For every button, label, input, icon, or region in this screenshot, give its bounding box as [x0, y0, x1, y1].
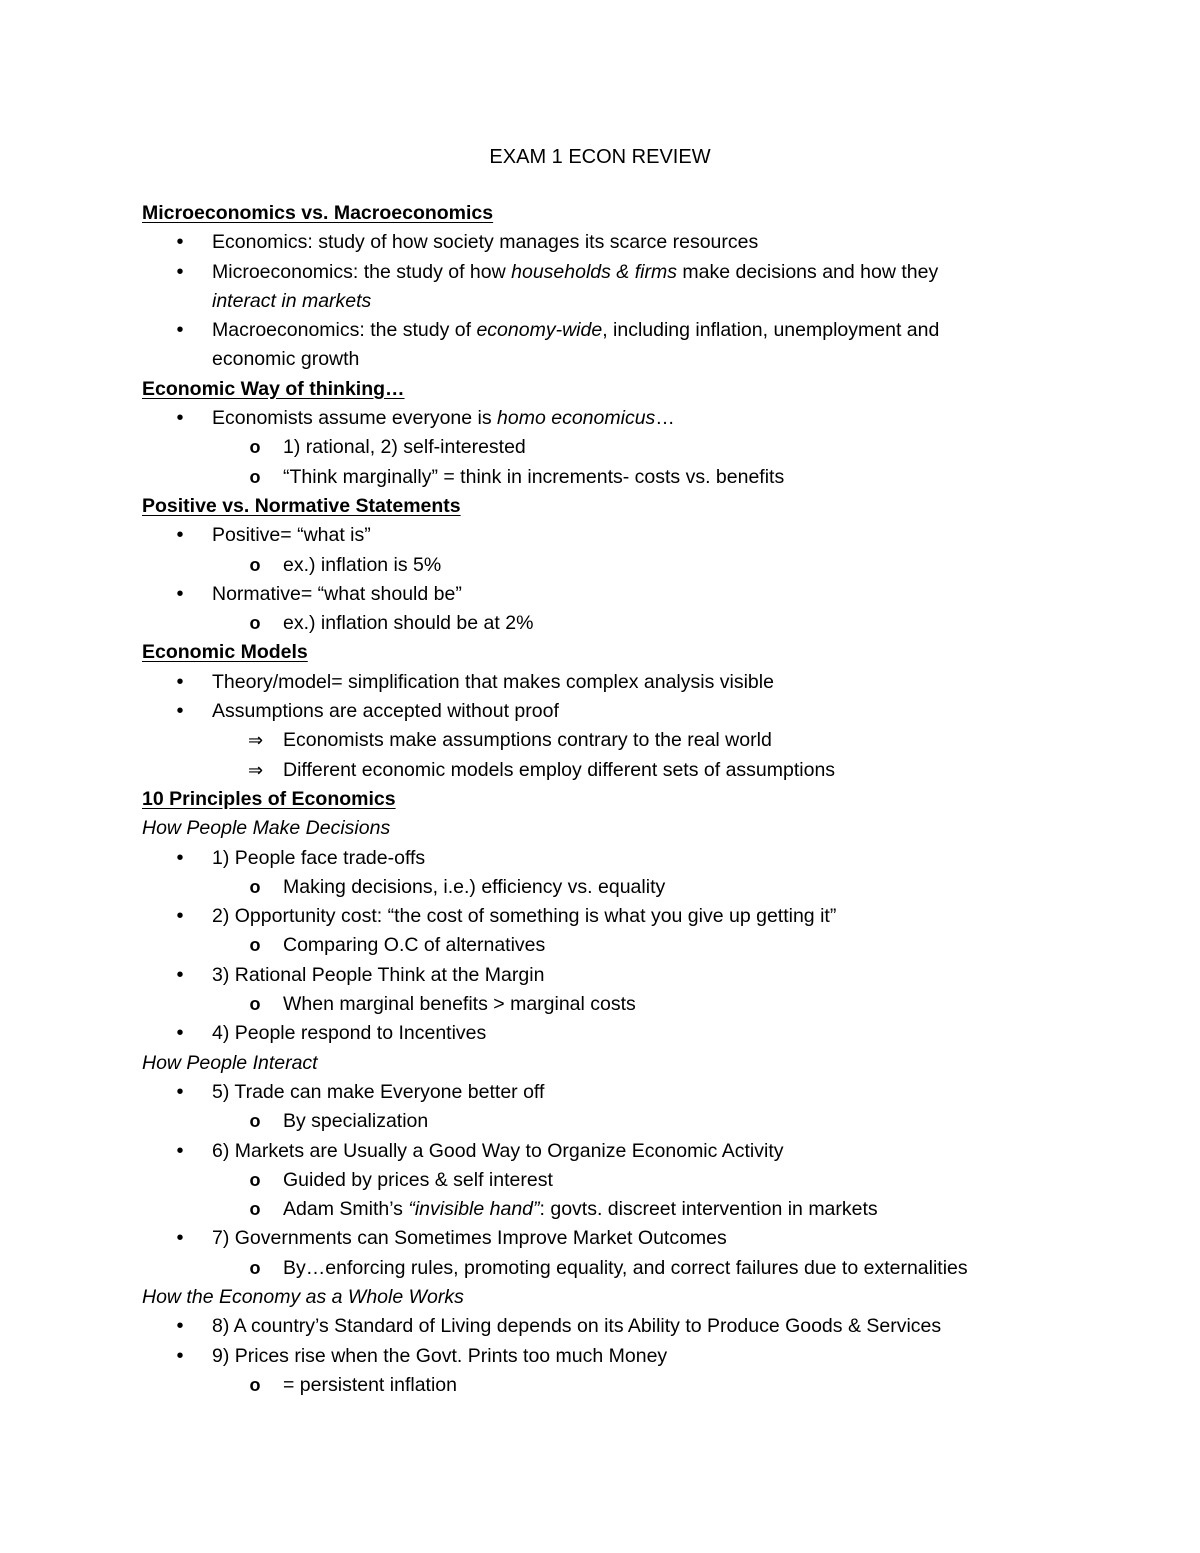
bullet-text: Assumptions are accepted without proof	[212, 700, 559, 723]
sub-bullet-text: Economists make assumptions contrary to the real world	[283, 729, 772, 752]
bullet-icon	[173, 1078, 187, 1107]
bullet-icon	[173, 1342, 187, 1371]
circle-bullet-icon	[248, 990, 262, 1019]
circle-bullet-icon	[248, 873, 262, 902]
bullet-icon	[173, 668, 187, 697]
bullet-item	[142, 258, 1082, 287]
sub-bullet-item	[142, 463, 1082, 492]
bullet-text: make decisions and how they	[676, 260, 939, 283]
circle-bullet-icon	[248, 1107, 262, 1136]
sub-bullet-text: 1) rational, 2) self-interested	[283, 436, 526, 459]
bullet-icon	[173, 844, 187, 873]
bullet-icon	[173, 316, 187, 345]
sub-bullet-text: = persistent inflation	[283, 1373, 457, 1396]
bullet-text: , including inflation, unemployment and	[602, 319, 940, 342]
bullet-icon	[173, 902, 187, 931]
bullet-item	[142, 844, 1082, 873]
bullet-item	[142, 228, 1082, 257]
sub-bullet-item	[142, 990, 1082, 1019]
bullet-item	[142, 1342, 1082, 1371]
circle-bullet-icon	[248, 1195, 262, 1224]
bullet-text: Theory/model= simplification that makes complex analysis visible	[212, 670, 774, 693]
sub-bullet-item	[142, 1195, 1082, 1224]
sub-bullet-text: Adam Smith’s	[283, 1198, 409, 1221]
bullet-icon	[173, 580, 187, 609]
sub-bullet-text: Comparing O.C of alternatives	[283, 934, 546, 957]
sub-bullet-item	[142, 1107, 1082, 1136]
bullet-item	[142, 316, 1082, 345]
circle-bullet-icon	[248, 551, 262, 580]
bullet-item	[142, 1312, 1082, 1341]
section-heading-micro-macro: Microeconomics vs. Macroeconomics	[142, 202, 494, 224]
sub-bullet-text: ex.) inflation should be at 2%	[283, 612, 534, 635]
emphasis-text: economy-wide	[476, 319, 603, 342]
bullet-text: Economics: study of how society manages its scarce resources	[212, 231, 759, 254]
bullet-text: 9) Prices rise when the Govt. Prints too much Money	[212, 1344, 668, 1367]
bullet-item	[142, 1224, 1082, 1253]
bullet-text: Macroeconomics: the study of	[212, 319, 477, 342]
bullet-icon	[173, 258, 187, 287]
bullet-icon	[173, 961, 187, 990]
sub-bullet-item	[142, 873, 1082, 902]
sub-bullet-text: Guided by prices & self interest	[283, 1168, 553, 1191]
circle-bullet-icon	[248, 931, 262, 960]
bullet-item	[142, 1078, 1082, 1107]
sub-bullet-text: “Think marginally” = think in increments- costs vs. benefits	[283, 465, 785, 488]
sub-bullet-text: By…enforcing rules, promoting equality, and correct failures due to externalities	[283, 1256, 968, 1279]
bullet-text: 6) Markets are Usually a Good Way to Organize Economic Activity	[212, 1139, 784, 1162]
bullet-text: 5) Trade can make Everyone better off	[212, 1080, 545, 1103]
sub-bullet-text: When marginal benefits > marginal costs	[283, 993, 636, 1016]
bullet-icon	[173, 1019, 187, 1048]
sub-bullet-item	[142, 433, 1082, 462]
bullet-text: Microeconomics: the study of how	[212, 260, 512, 283]
subsection-label: How the Economy as a Whole Works	[142, 1285, 464, 1308]
bullet-text: Normative= “what should be”	[212, 582, 462, 605]
bullet-icon	[173, 228, 187, 257]
circle-bullet-icon	[248, 433, 262, 462]
circle-bullet-icon	[248, 1166, 262, 1195]
section-heading-models: Economic Models	[142, 641, 308, 664]
circle-bullet-icon	[248, 609, 262, 638]
section-heading-way-of-thinking: Economic Way of thinking…	[142, 377, 405, 400]
bullet-item	[142, 668, 1082, 697]
section-heading-positive-normative: Positive vs. Normative Statements	[142, 494, 461, 517]
bullet-icon	[173, 1137, 187, 1166]
sub-bullet-item	[142, 1166, 1082, 1195]
bullet-item	[142, 404, 1082, 433]
subsection-label: How People Make Decisions	[142, 817, 391, 840]
bullet-text: 3) Rational People Think at the Margin	[212, 963, 545, 986]
bullet-icon	[173, 1312, 187, 1341]
arrow-bullet-icon	[248, 726, 262, 755]
bullet-text: 1) People face trade-offs	[212, 846, 426, 869]
bullet-item	[142, 1019, 1082, 1048]
bullet-item	[142, 1137, 1082, 1166]
subsection-label: How People Interact	[142, 1051, 318, 1074]
sub-bullet-item	[142, 609, 1082, 638]
sub-bullet-item	[142, 551, 1082, 580]
circle-bullet-icon	[248, 1371, 262, 1400]
bullet-icon	[173, 521, 187, 550]
bullet-item	[142, 961, 1082, 990]
bullet-continuation	[142, 287, 1082, 316]
sub-bullet-text: : govts. discreet intervention in markets	[539, 1198, 878, 1221]
bullet-text: 4) People respond to Incentives	[212, 1022, 487, 1045]
document-body	[142, 199, 1082, 1400]
circle-bullet-icon	[248, 463, 262, 492]
section-heading-principles: 10 Principles of Economics	[142, 787, 396, 810]
bullet-text: 2) Opportunity cost: “the cost of something is what you give up getting it”	[212, 905, 837, 928]
sub-bullet-text: Making decisions, i.e.) efficiency vs. equality	[283, 875, 666, 898]
sub-bullet-item	[142, 1371, 1082, 1400]
bullet-item	[142, 697, 1082, 726]
bullet-icon	[173, 1224, 187, 1253]
sub-bullet-item	[142, 726, 1082, 755]
bullet-icon	[173, 404, 187, 433]
emphasis-text: “invisible hand”	[408, 1198, 540, 1221]
bullet-text: 8) A country’s Standard of Living depends on its Ability to Produce Goods & Services	[212, 1315, 942, 1338]
circle-bullet-icon	[248, 1254, 262, 1283]
bullet-text: 7) Governments can Sometimes Improve Market Outcomes	[212, 1227, 727, 1250]
bullet-text: Positive= “what is”	[212, 524, 371, 547]
bullet-text: …	[655, 407, 675, 430]
bullet-item	[142, 580, 1082, 609]
sub-bullet-text: Different economic models employ different sets of assumptions	[283, 758, 836, 781]
bullet-text: Economists assume everyone is	[212, 407, 498, 430]
sub-bullet-text: ex.) inflation is 5%	[283, 553, 442, 576]
sub-bullet-item	[142, 931, 1082, 960]
arrow-bullet-icon	[248, 756, 262, 785]
emphasis-text: interact in markets	[212, 289, 372, 312]
bullet-item	[142, 521, 1082, 550]
emphasis-text: homo economicus	[497, 407, 656, 430]
bullet-icon	[173, 697, 187, 726]
sub-bullet-text: By specialization	[283, 1110, 429, 1133]
document-title: EXAM 1 ECON REVIEW	[489, 146, 711, 168]
emphasis-text: households & firms	[511, 260, 677, 283]
sub-bullet-item	[142, 1254, 1082, 1283]
bullet-continuation: economic growth	[212, 348, 360, 371]
bullet-item	[142, 902, 1082, 931]
sub-bullet-item	[142, 756, 1082, 785]
